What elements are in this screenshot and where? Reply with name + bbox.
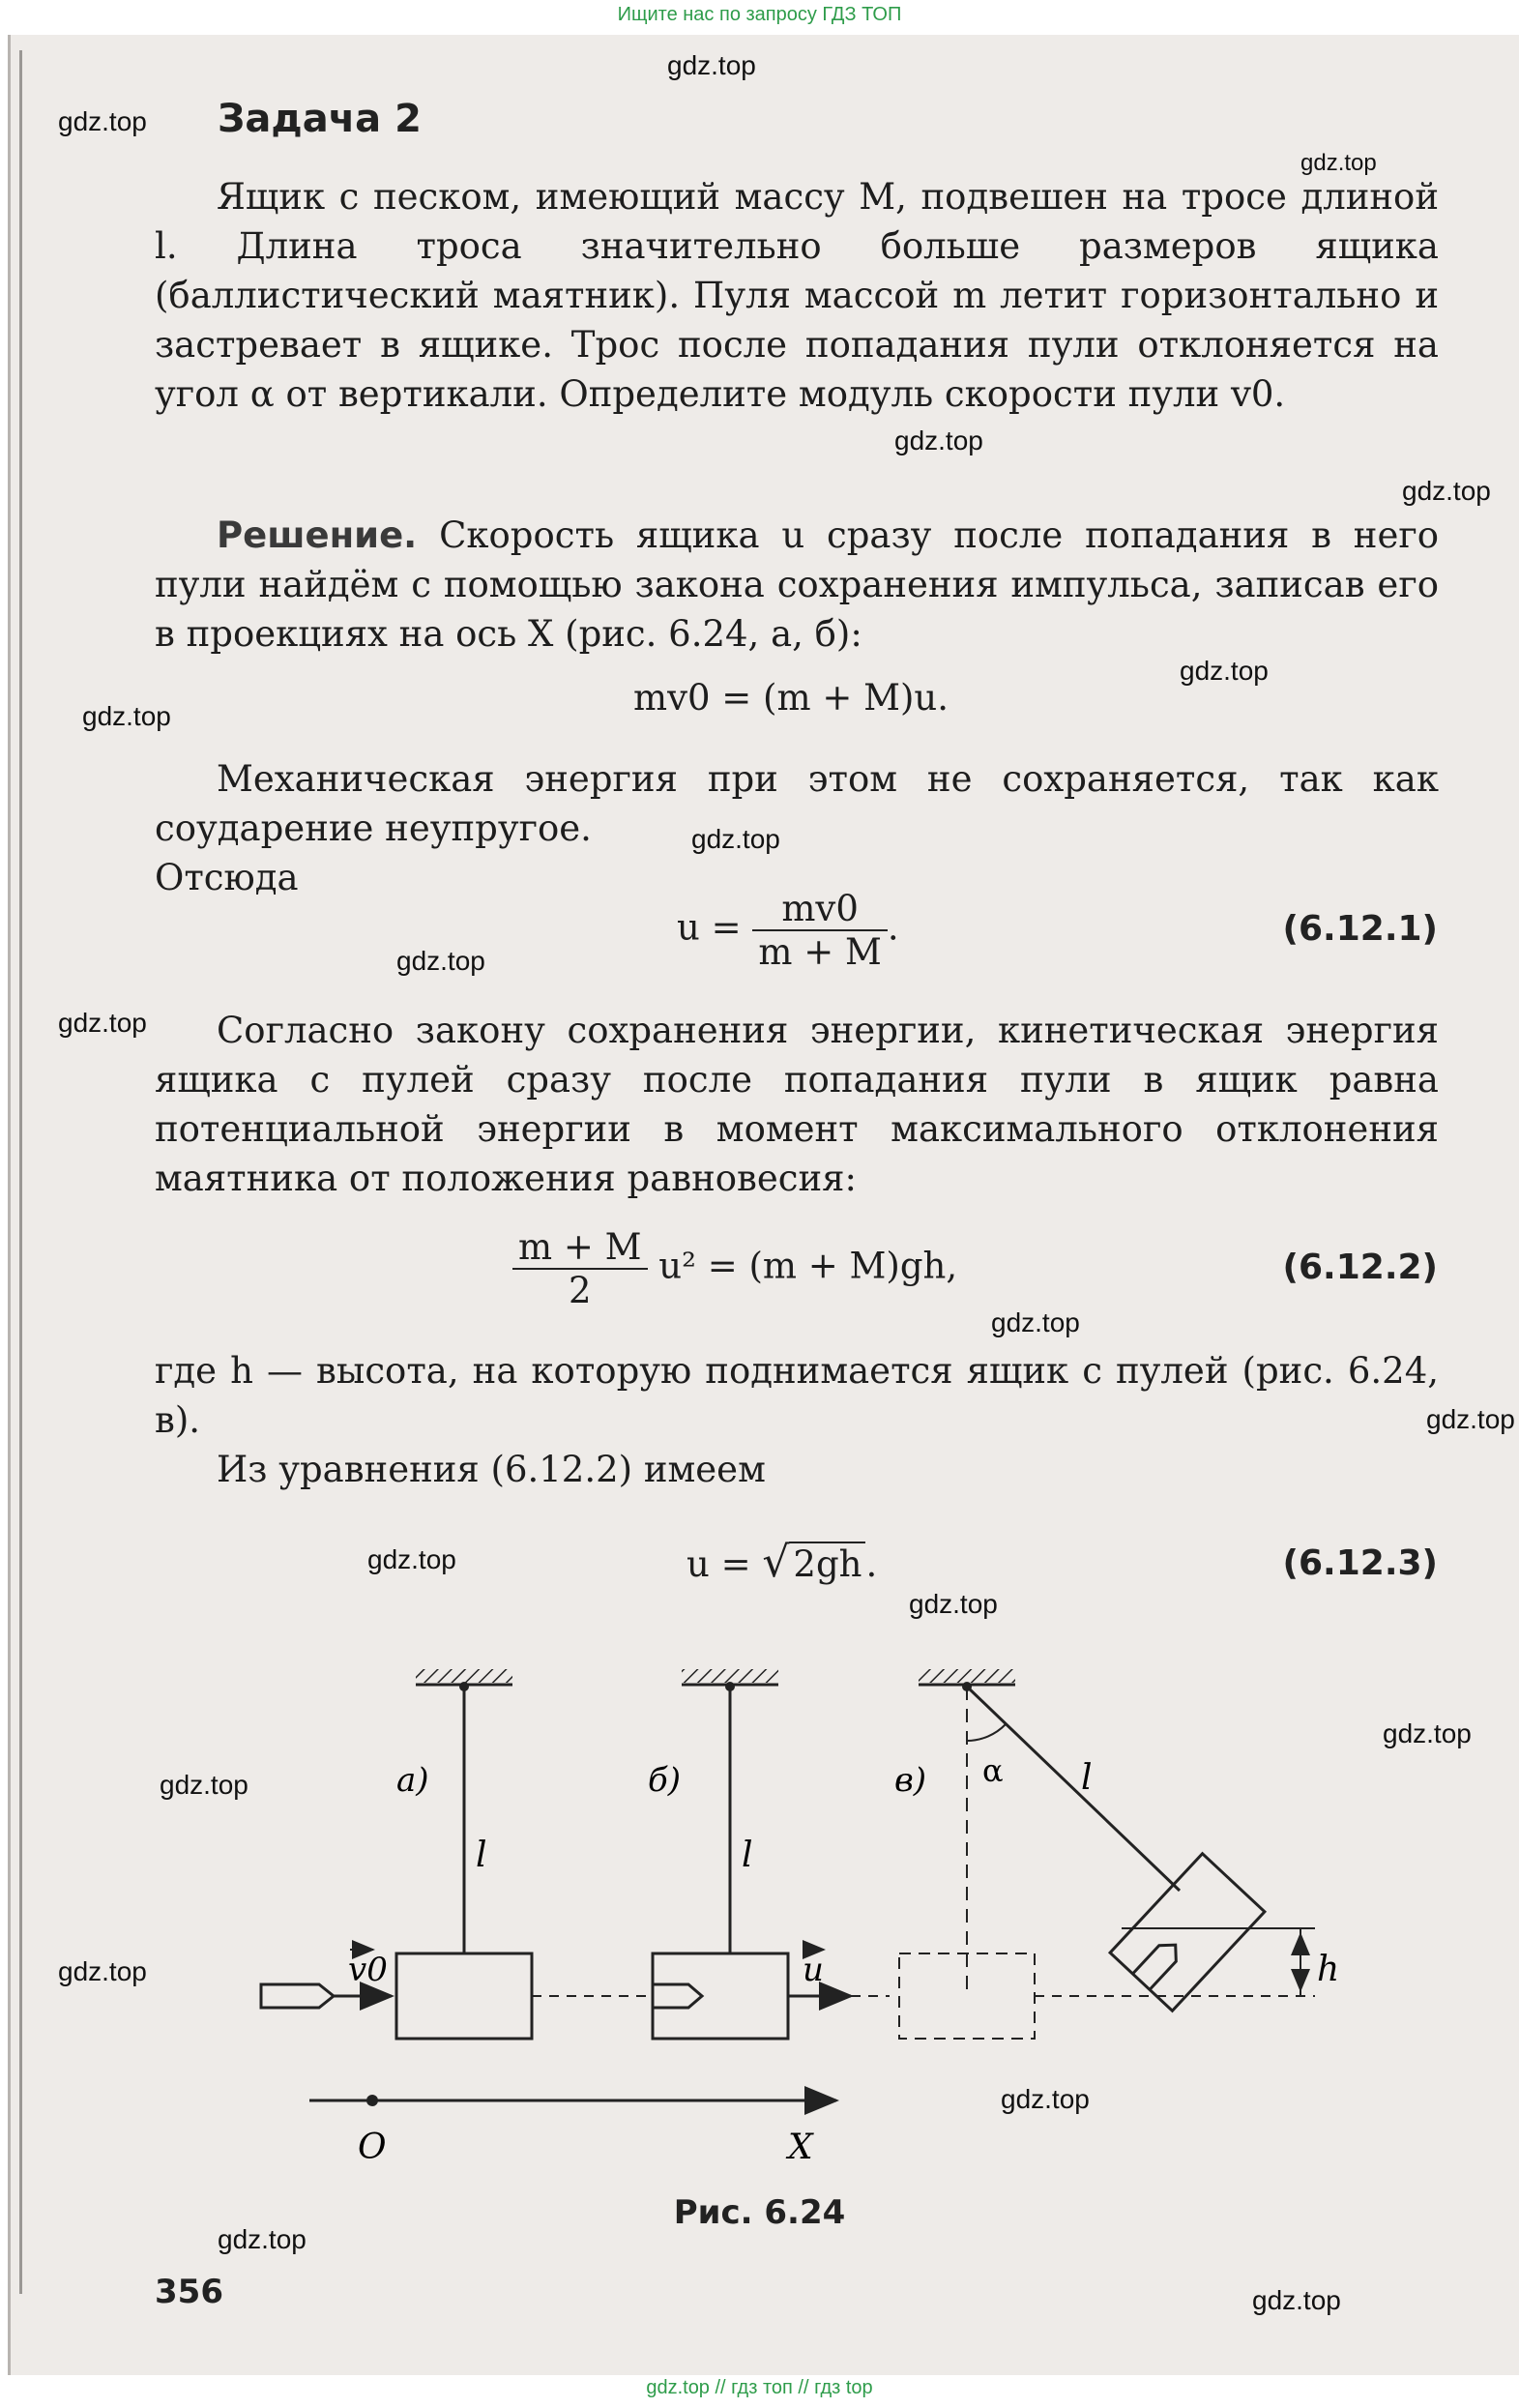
eq2-numerator: m + M — [512, 1226, 648, 1270]
watermark: gdz.top — [1383, 1718, 1472, 1748]
watermark: gdz.top — [1402, 476, 1491, 506]
watermark: gdz.top — [396, 946, 485, 976]
solution-paragraph-4: Согласно закону сохранения энергии, кинетическая энергия ящика с пулей сразу после попадания пули в ящик равна потенциальной энергии в момент максимального отклонения маятника от положения равновесия: — [155, 1010, 1439, 1199]
label-b: б) — [648, 1761, 682, 1800]
label-origin: O — [358, 2128, 387, 2167]
watermark: gdz.top — [58, 1008, 147, 1038]
label-v0: v0 — [348, 1951, 388, 1989]
watermark: gdz.top — [1001, 2084, 1090, 2114]
watermark: gdz.top — [894, 426, 983, 455]
equation-6-12-3: u = √ 2gh . — [686, 1538, 878, 1587]
ceiling-a — [416, 1669, 512, 1683]
ceiling-b — [682, 1669, 778, 1683]
box-a — [396, 1953, 532, 2039]
label-alpha: α — [982, 1752, 1004, 1789]
solution-paragraph-5: где h — высота, на которую поднимается ящик с пулей (рис. 6.24, в). — [155, 1350, 1439, 1441]
ceiling-c — [919, 1669, 1015, 1683]
eq1-lhs: u = — [677, 906, 742, 949]
eq1-denominator: m + M — [758, 931, 882, 973]
eq3-tail: . — [865, 1543, 878, 1585]
watermark: gdz.top — [667, 50, 756, 80]
watermark: gdz.top — [691, 824, 780, 854]
watermark: gdz.top — [160, 1770, 248, 1800]
watermark: gdz.top — [58, 1956, 147, 1986]
watermark: gdz.top — [218, 2224, 307, 2254]
bottom-banner[interactable]: gdz.top // гдз топ // гдз top — [646, 2377, 873, 2398]
eq3-lhs: u = — [686, 1543, 751, 1585]
solution-paragraph-3: Отсюда — [155, 857, 299, 898]
watermark: gdz.top — [909, 1589, 998, 1619]
eq1-tail: . — [887, 906, 899, 949]
top-banner[interactable]: Ищите нас по запросу ГДЗ ТОП — [617, 4, 902, 25]
solution-text-1: Скорость ящика u сразу после попадания в него пули найдём с помощью закона сохранения импульса, записав его в проекциях на ось X (рис. 6.24, а, б): — [155, 514, 1440, 655]
label-l-a: l — [476, 1835, 487, 1875]
page-number: 356 — [155, 2273, 223, 2311]
equation-number-6-12-1: (6.12.1) — [1282, 909, 1438, 949]
eq2-denominator: 2 — [568, 1270, 592, 1311]
label-l-b: l — [742, 1835, 753, 1875]
watermark: gdz.top — [1252, 2285, 1341, 2315]
eq3-radicand: 2gh — [789, 1542, 865, 1585]
bullet — [261, 1984, 334, 2008]
eq1-numerator: mv0 — [752, 888, 888, 931]
angle-arc — [967, 1724, 1006, 1741]
watermark: gdz.top — [58, 106, 147, 136]
solution-paragraph-2: Механическая энергия при этом не сохраняется, так как соударение неупругое. — [155, 758, 1439, 849]
task-title: Задача 2 — [218, 97, 422, 141]
figure-caption: Рис. 6.24 — [673, 2193, 846, 2232]
label-x-axis: X — [788, 2128, 813, 2167]
label-c: в) — [894, 1761, 927, 1800]
watermark: gdz.top — [367, 1544, 456, 1574]
watermark: gdz.top — [991, 1307, 1080, 1337]
watermark: gdz.top — [82, 701, 171, 731]
watermark: gdz.top — [1180, 656, 1269, 686]
label-l-c: l — [1081, 1758, 1093, 1798]
solution-paragraph-6: Из уравнения (6.12.2) имеем — [217, 1449, 766, 1490]
equation-number-6-12-2: (6.12.2) — [1282, 1248, 1438, 1287]
watermark: gdz.top — [1300, 150, 1377, 176]
label-h: h — [1317, 1950, 1340, 1989]
momentum-equation: mv0 = (m + M)u. — [633, 677, 949, 719]
equation-number-6-12-3: (6.12.3) — [1282, 1543, 1438, 1583]
eq2-tail: u² = (m + M)gh, — [658, 1245, 958, 1287]
box-b — [653, 1953, 788, 2039]
task-statement: Ящик с песком, имеющий массу M, подвешен на тросе длиной l. Длина троса значительно больше размеров ящика (баллистический маятник). Пуля массой m летит горизонтально и застревает в ящике. Трос после попадания пули отклоняется на угол α от вертикали. Определите модуль скорости пули v0. — [155, 176, 1439, 415]
solution-label: Решение. — [217, 514, 418, 556]
box-c-deflected — [1110, 1854, 1265, 2011]
label-a: а) — [396, 1761, 429, 1800]
label-u: u — [803, 1951, 824, 1989]
watermark: gdz.top — [1426, 1404, 1515, 1434]
